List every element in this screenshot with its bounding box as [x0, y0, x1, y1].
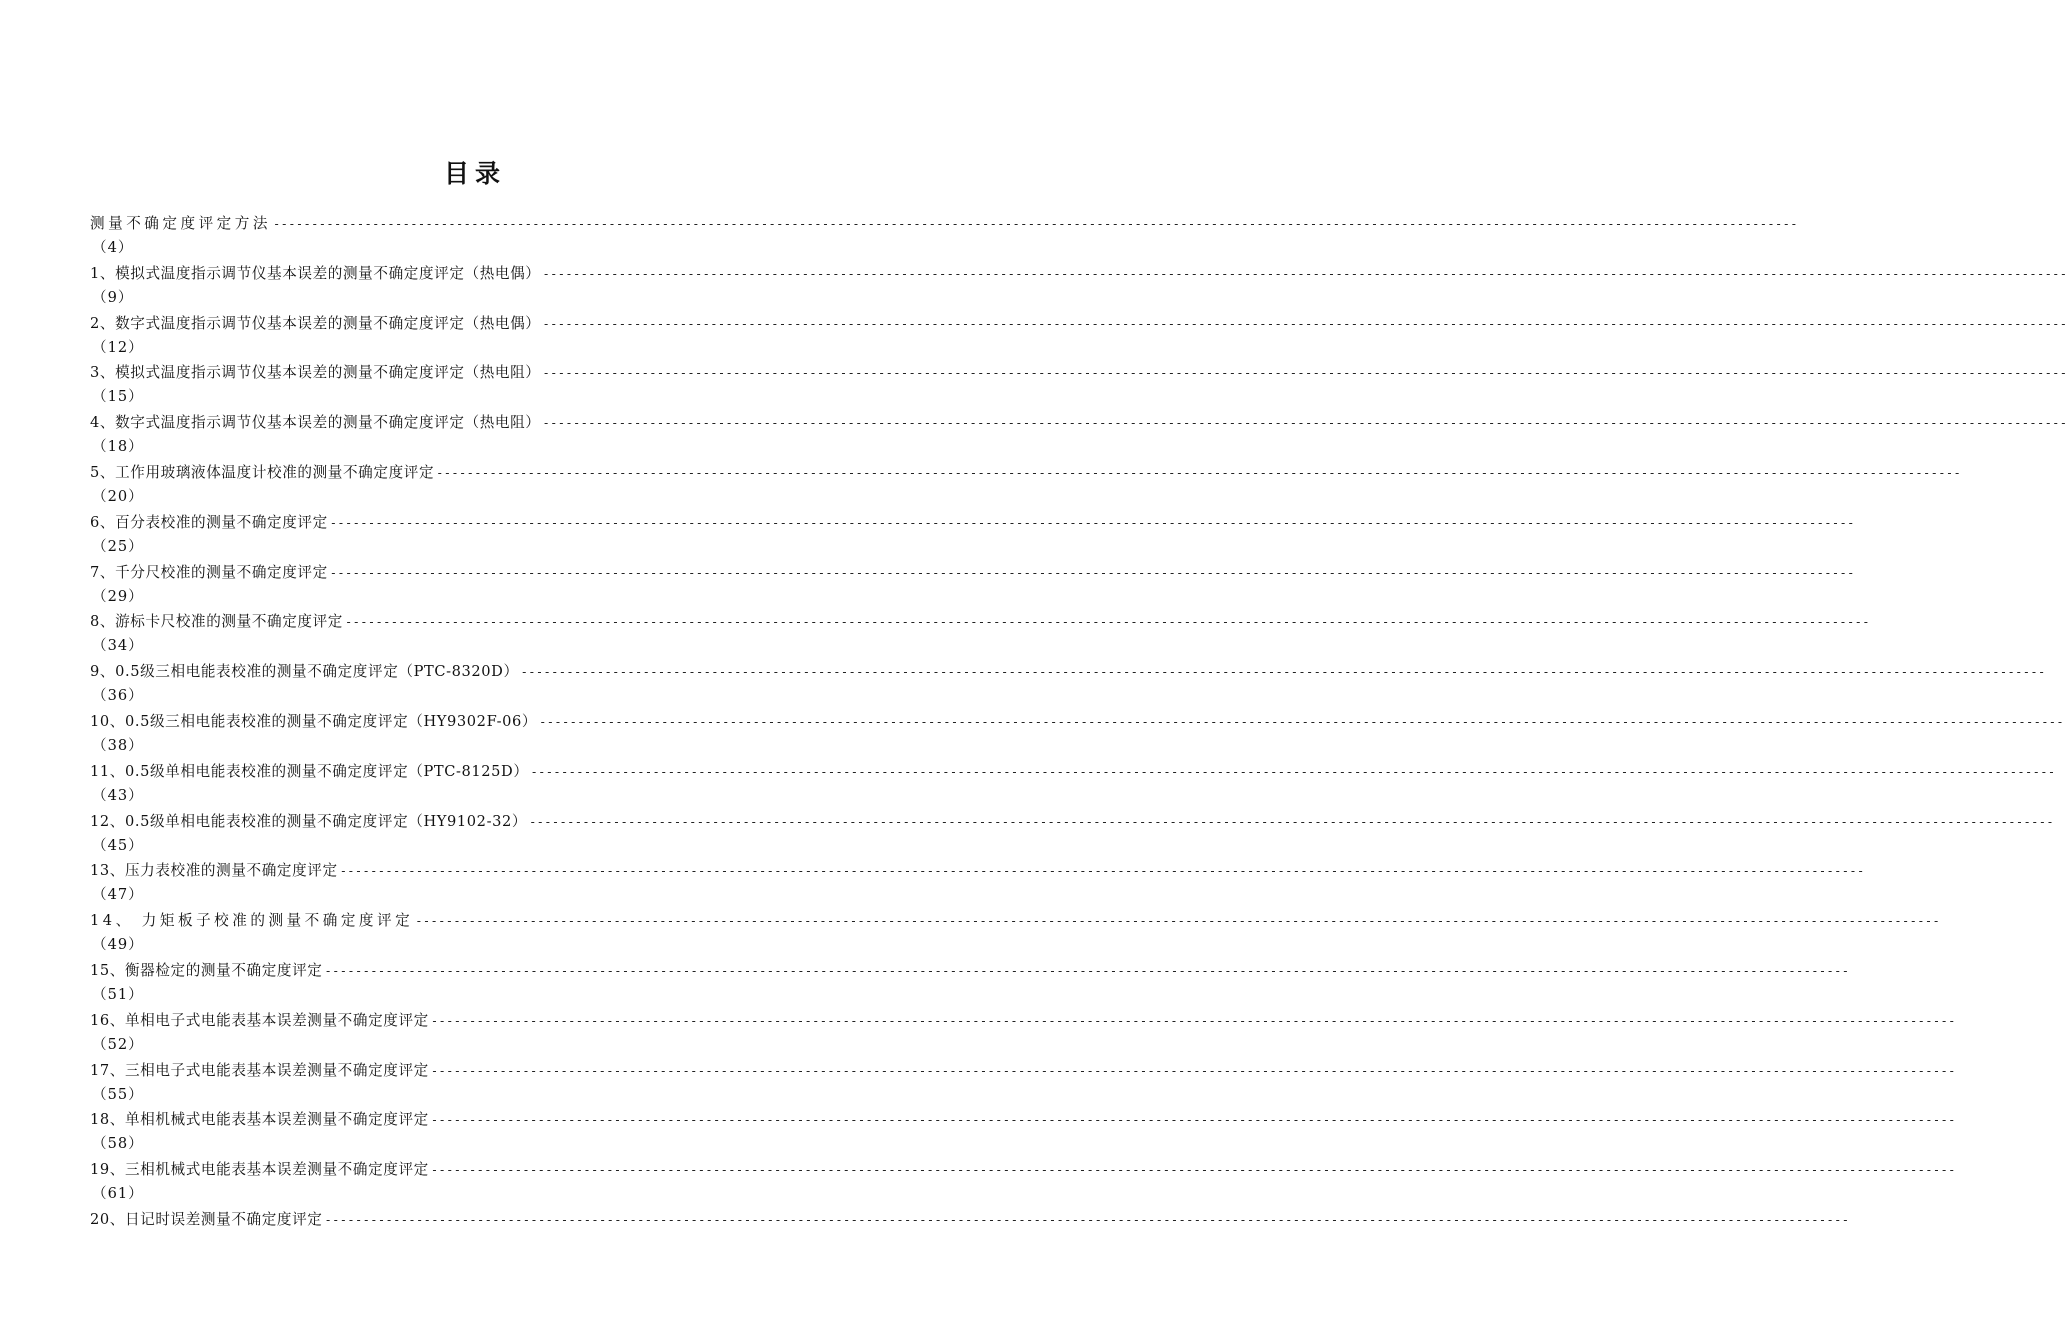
toc-entry-line — [90, 1108, 1956, 1132]
toc-entry[interactable] — [90, 411, 2067, 461]
toc-entry-title: 15、衡器检定的测量不确定度评定 — [90, 961, 323, 979]
toc-entry[interactable] — [90, 1158, 1956, 1208]
toc-entry[interactable] — [90, 461, 1962, 511]
toc-leader-dashes: -------------------------------------------------------------------------------------------------------------------------------------------------------------------------------------------------------- — [272, 217, 1798, 231]
toc-entry-title: 7、千分尺校准的测量不确定度评定 — [90, 563, 328, 581]
toc-entry-title: 18、单相机械式电能表基本误差测量不确定度评定 — [90, 1111, 429, 1129]
toc-entry-line — [90, 561, 1855, 585]
toc-entry-page-number: （20） — [92, 487, 144, 505]
toc-leader-dashes: -------------------------------------------------------------------------------------------------------------------------------------------------------------------------------------------------------- — [329, 565, 1855, 580]
toc-leader-dashes: -------------------------------------------------------------------------------------------------------------------------------------------------------------------------------------------------------- — [542, 266, 2067, 281]
toc-leader-dashes: -------------------------------------------------------------------------------------------------------------------------------------------------------------------------------------------------------- — [539, 714, 2065, 729]
toc-entry[interactable] — [90, 909, 1941, 959]
toc-leader-dashes: -------------------------------------------------------------------------------------------------------------------------------------------------------------------------------------------------------- — [324, 1212, 1850, 1227]
toc-entry-page-number: （61） — [92, 1185, 144, 1203]
toc-entry-line — [90, 1208, 1850, 1232]
toc-entry-page-number: （43） — [92, 786, 144, 804]
toc-leader-dashes: -------------------------------------------------------------------------------------------------------------------------------------------------------------------------------------------------------- — [430, 1063, 1956, 1078]
toc-leader-dashes: -------------------------------------------------------------------------------------------------------------------------------------------------------------------------------------------------------- — [345, 615, 1870, 630]
toc-entry-line — [90, 312, 2067, 336]
toc-entry-title: 4、数字式温度指示调节仪基本误差的测量不确定度评定（热电阻） — [90, 414, 541, 432]
toc-entry[interactable] — [90, 511, 1855, 561]
toc-entry-line — [90, 262, 2067, 286]
toc-entry-title: 16、单相电子式电能表基本误差测量不确定度评定 — [90, 1011, 429, 1029]
toc-entry-title: 测量不确定度评定方法 — [90, 215, 271, 232]
toc-entry-page-number: （25） — [92, 537, 144, 555]
toc-entry-title: 9、0.5级三相电能表校准的测量不确定度评定（PTC-8320D） — [90, 663, 519, 681]
toc-entry-title: 19、三相机械式电能表基本误差测量不确定度评定 — [90, 1161, 429, 1179]
toc-entry[interactable] — [90, 262, 2067, 312]
toc-leader-dashes: -------------------------------------------------------------------------------------------------------------------------------------------------------------------------------------------------------- — [329, 515, 1855, 530]
toc-entry[interactable] — [90, 760, 2056, 810]
toc-entry-title: 8、游标卡尺校准的测量不确定度评定 — [90, 613, 343, 631]
toc-leader-dashes: -------------------------------------------------------------------------------------------------------------------------------------------------------------------------------------------------------- — [542, 366, 2067, 381]
toc-entry-page-number: （12） — [92, 338, 144, 356]
toc-entry-page-number: （29） — [92, 587, 144, 605]
toc-entry-title: 14、 力矩板子校准的测量不确定度评定 — [90, 912, 414, 930]
toc-entry-page-number: （51） — [92, 985, 144, 1003]
toc-leader-dashes: -------------------------------------------------------------------------------------------------------------------------------------------------------------------------------------------------------- — [324, 963, 1850, 978]
toc-entry-line — [90, 411, 2067, 435]
toc-entry-page-number: （45） — [92, 836, 144, 854]
table-of-contents — [90, 212, 2067, 1258]
toc-entry[interactable] — [90, 610, 1870, 660]
toc-entry-page-number: （34） — [92, 637, 144, 655]
toc-entry-line — [90, 461, 1962, 485]
toc-entry-title: 5、工作用玻璃液体温度计校准的测量不确定度评定 — [90, 463, 435, 481]
toc-entry[interactable] — [90, 212, 1798, 262]
toc-leader-dashes: -------------------------------------------------------------------------------------------------------------------------------------------------------------------------------------------------------- — [436, 465, 1962, 480]
toc-leader-dashes: -------------------------------------------------------------------------------------------------------------------------------------------------------------------------------------------------------- — [542, 316, 2067, 331]
toc-entry-line — [90, 760, 2056, 784]
toc-entry[interactable] — [90, 959, 1850, 1009]
toc-entry-line — [90, 361, 2067, 385]
toc-entry-line — [90, 859, 1865, 883]
toc-entry-line — [90, 1158, 1956, 1182]
toc-entry-line — [90, 1009, 1956, 1033]
toc-entry-page-number: （58） — [92, 1135, 144, 1153]
toc-entry[interactable] — [90, 1208, 1850, 1258]
toc-leader-dashes: -------------------------------------------------------------------------------------------------------------------------------------------------------------------------------------------------------- — [530, 764, 2056, 779]
toc-entry-page-number: （49） — [92, 936, 144, 954]
toc-entry-title: 17、三相电子式电能表基本误差测量不确定度评定 — [90, 1061, 429, 1079]
toc-entry-line — [90, 909, 1941, 933]
toc-entry-title: 10、0.5级三相电能表校准的测量不确定度评定（HY9302F-06） — [90, 712, 538, 730]
toc-leader-dashes: -------------------------------------------------------------------------------------------------------------------------------------------------------------------------------------------------------- — [430, 1013, 1956, 1028]
toc-leader-dashes: -------------------------------------------------------------------------------------------------------------------------------------------------------------------------------------------------------- — [339, 864, 1865, 879]
toc-entry-title: 13、压力表校准的测量不确定度评定 — [90, 862, 338, 880]
toc-entry-page-number: （36） — [92, 687, 144, 705]
toc-entry-page-number: （52） — [92, 1035, 144, 1053]
toc-entry-title: 6、百分表校准的测量不确定度评定 — [90, 513, 328, 531]
toc-entry-line — [90, 660, 2046, 684]
toc-entry-page-number: （18） — [92, 438, 144, 456]
toc-entry-page-number: （9） — [92, 288, 134, 306]
toc-entry-line — [90, 212, 1798, 236]
toc-leader-dashes: -------------------------------------------------------------------------------------------------------------------------------------------------------------------------------------------------------- — [529, 814, 2054, 829]
toc-entry-page-number: （15） — [92, 388, 144, 406]
toc-entry[interactable] — [90, 859, 1865, 909]
toc-entry[interactable] — [90, 810, 2054, 860]
toc-entry-line — [90, 959, 1850, 983]
toc-entry-title: 2、数字式温度指示调节仪基本误差的测量不确定度评定（热电偶） — [90, 314, 541, 332]
toc-leader-dashes: -------------------------------------------------------------------------------------------------------------------------------------------------------------------------------------------------------- — [430, 1163, 1956, 1178]
toc-entry[interactable] — [90, 1059, 1956, 1109]
toc-entry-title: 11、0.5级单相电能表校准的测量不确定度评定（PTC-8125D） — [90, 762, 529, 780]
toc-entry[interactable] — [90, 660, 2046, 710]
toc-entry[interactable] — [90, 1108, 1956, 1158]
page-title: 目录 — [443, 159, 506, 188]
toc-entry[interactable] — [90, 561, 1855, 611]
toc-entry[interactable] — [90, 361, 2067, 411]
toc-entry[interactable] — [90, 710, 2065, 760]
toc-entry[interactable] — [90, 312, 2067, 362]
toc-entry-title: 3、模拟式温度指示调节仪基本误差的测量不确定度评定（热电阻） — [90, 364, 541, 382]
toc-entry-line — [90, 810, 2054, 834]
toc-entry-page-number: （47） — [92, 886, 144, 904]
toc-entry-page-number: （38） — [92, 736, 144, 754]
toc-leader-dashes: -------------------------------------------------------------------------------------------------------------------------------------------------------------------------------------------------------- — [520, 665, 2046, 680]
toc-entry[interactable] — [90, 1009, 1956, 1059]
toc-entry-line — [90, 610, 1870, 634]
toc-leader-dashes: -------------------------------------------------------------------------------------------------------------------------------------------------------------------------------------------------------- — [430, 1113, 1956, 1128]
toc-leader-dashes: -------------------------------------------------------------------------------------------------------------------------------------------------------------------------------------------------------- — [415, 914, 1941, 929]
toc-entry-page-number — [90, 1232, 860, 1256]
toc-entry-page-number: （4） — [92, 239, 134, 256]
toc-entry-title: 1、模拟式温度指示调节仪基本误差的测量不确定度评定（热电偶） — [90, 264, 541, 282]
toc-entry-title: 12、0.5级单相电能表校准的测量不确定度评定（HY9102-32） — [90, 812, 528, 830]
toc-entry-line — [90, 1059, 1956, 1083]
toc-leader-dashes: -------------------------------------------------------------------------------------------------------------------------------------------------------------------------------------------------------- — [542, 416, 2067, 431]
toc-entry-line — [90, 710, 2065, 734]
toc-entry-page-number: （55） — [92, 1085, 144, 1103]
toc-entry-line — [90, 511, 1855, 535]
toc-entry-title: 20、日记时误差测量不确定度评定 — [90, 1210, 323, 1228]
